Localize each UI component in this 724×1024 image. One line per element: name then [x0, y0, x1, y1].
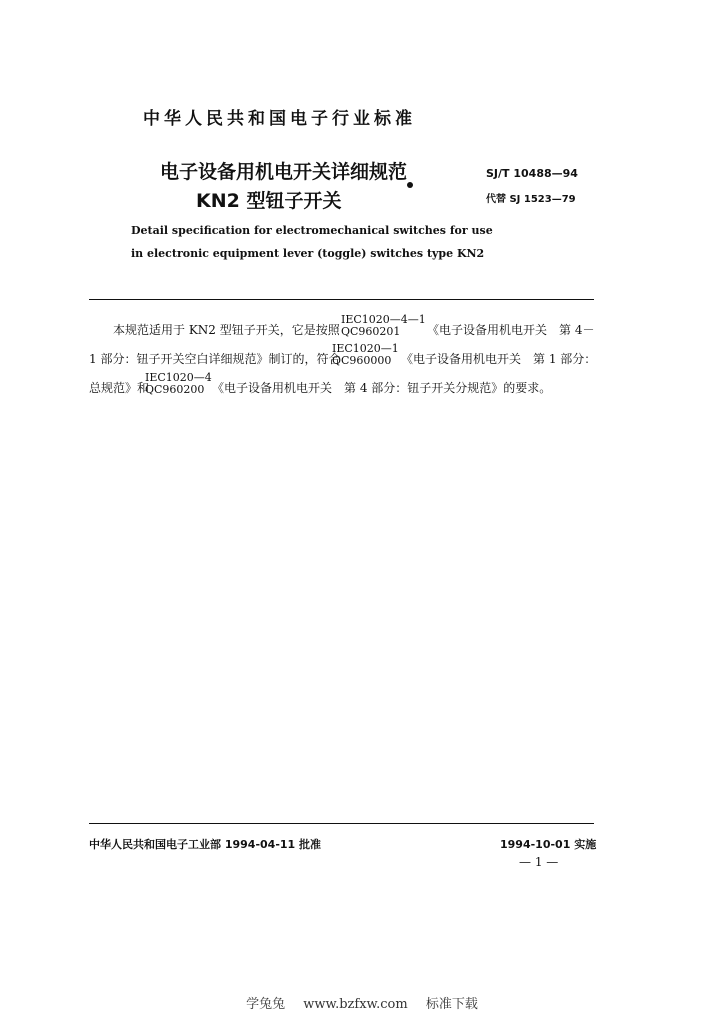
reference-fraction-1 — [341, 314, 426, 338]
watermark-site-name: 学兔兔 — [246, 997, 286, 1012]
bottom-divider — [89, 823, 594, 824]
document-subtitle-cn: KN2 型钮子开关 — [196, 190, 342, 212]
document-title-cn: 电子设备用机电开关详细规范 — [160, 161, 408, 183]
english-title-line-2: in electronic equipment lever (toggle) switches type KN2 — [131, 247, 485, 260]
reference-fraction-2 — [332, 343, 399, 367]
reference-fraction-3 — [145, 372, 212, 396]
body-line-1-suffix: 《电子设备用机电开关 第 4－ — [427, 323, 595, 337]
approval-statement: 中华人民共和国电子工业部 1994-04-11 批准 — [89, 838, 322, 851]
reference-1-qc: QC960201 — [341, 325, 401, 338]
reference-3-iec: IEC1020—4 — [145, 371, 212, 384]
page-number: — 1 — — [519, 855, 559, 869]
body-line-3-prefix: 总规范》和 — [89, 381, 150, 395]
reference-1-iec: IEC1020—4—1 — [341, 313, 426, 326]
watermark-url[interactable]: www.bzfxw.com — [303, 997, 408, 1012]
body-line-3-suffix: 《电子设备用机电开关 第 4 部分：钮子开关分规范》的要求。 — [212, 381, 552, 395]
effective-date: 1994-10-01 实施 — [500, 838, 597, 851]
download-watermark — [0, 993, 724, 1012]
english-title-line-1: Detail specification for electromechanical switches for use — [131, 224, 493, 237]
top-divider — [89, 299, 594, 300]
reference-2-iec: IEC1020—1 — [332, 342, 399, 355]
watermark-tagline: 标准下载 — [425, 997, 478, 1012]
body-line-1-prefix: 本规范适用于 KN2 型钮子开关，它是按照 — [113, 323, 340, 337]
standard-number: SJ/T 10488—94 — [486, 167, 578, 180]
replaced-standard: 代替 SJ 1523—79 — [486, 194, 576, 205]
body-line-2-prefix: 1 部分：钮子开关空白详细规范》制订的，符合 — [89, 352, 341, 366]
reference-3-qc: QC960200 — [145, 383, 205, 396]
ink-dot-mark — [407, 182, 413, 188]
organization-standard-title: 中华人民共和国电子行业标准 — [143, 109, 416, 129]
reference-2-qc: QC960000 — [332, 354, 392, 367]
body-line-2-suffix: 《电子设备用机电开关 第 1 部分： — [401, 352, 597, 366]
